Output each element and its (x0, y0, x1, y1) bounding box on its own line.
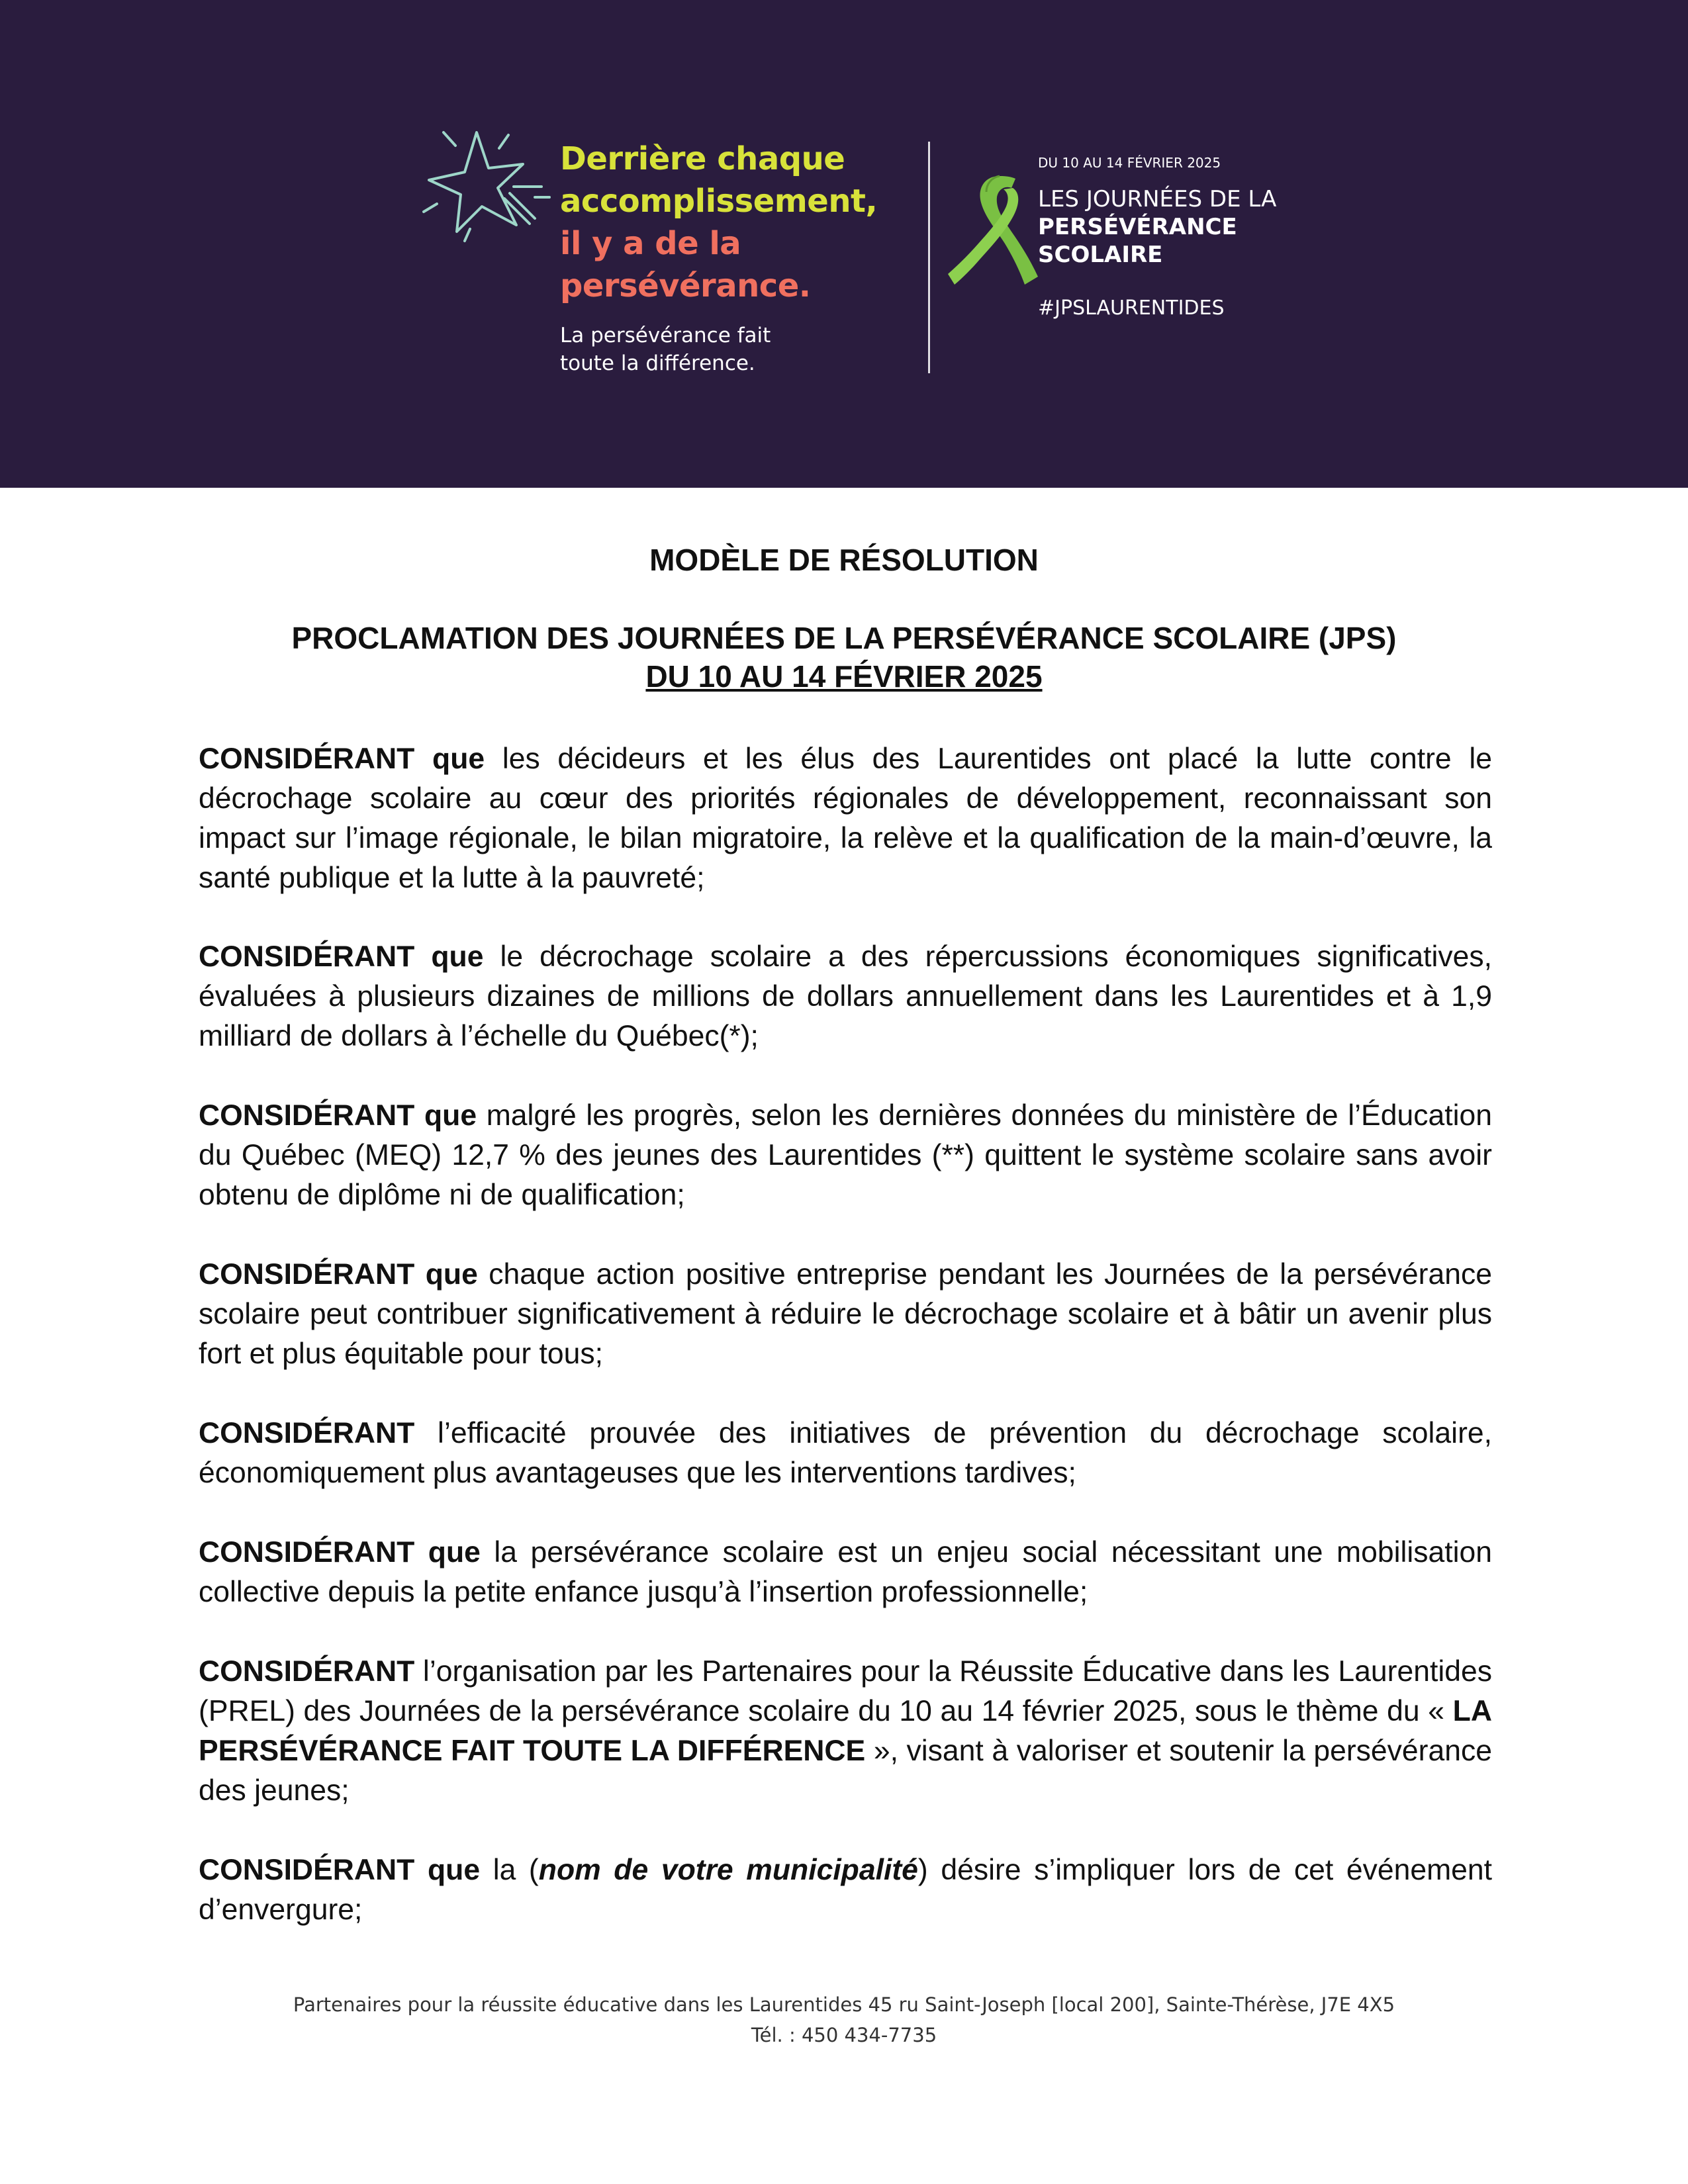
considerant-paragraph (199, 1652, 1492, 1811)
paragraph-text: malgré les progrès, selon les dernières données du ministère de l’Éducation du Québec (MEQ) 12,7 % des jeunes des Laurentides (**) quittent le système scolaire sans avoir obtenu de diplôme ni de qualification; (199, 1099, 1492, 1211)
considerant-paragraph (199, 1255, 1492, 1374)
considerant-lead: CONSIDÉRANT que (199, 743, 485, 775)
document-title: MODÈLE DE RÉSOLUTION (649, 543, 1039, 577)
ribbon-icon (948, 171, 1041, 290)
paragraph-text: la persévérance scolaire est un enjeu social nécessitant une mobilisation collective depuis la petite enfance jusqu’à l’insertion professionnelle; (199, 1536, 1492, 1608)
paragraph-text: chaque action positive entreprise pendant les Journées de la persévérance scolaire peut contribuer significativement à réduire le décrochage scolaire et à bâtir un avenir plus fort et plus équitable pour tous; (199, 1258, 1492, 1370)
paragraph-text: la ( (480, 1854, 539, 1886)
considerant-paragraph (199, 1533, 1492, 1612)
considerant-paragraph (199, 1850, 1492, 1930)
slogan-line: Derrière chaque (560, 140, 845, 177)
paragraph-text: », visant à valoriser et soutenir la persévérance des jeunes; (199, 1735, 1492, 1807)
considerant-lead: CONSIDÉRANT que (199, 1536, 481, 1569)
slogan-line: persévérance. (560, 267, 811, 304)
paragraph-text: le décrochage scolaire a des répercussions économiques significatives, évaluées à plusieurs dizaines de millions de dollars annuellement dans les Laurentides et à 1,9 milliard de dollars à l’échelle du Québec(*); (199, 940, 1492, 1052)
event-hashtag: #JPSLAURENTIDES (1038, 296, 1225, 320)
event-date: DU 10 AU 14 FÉVRIER 2025 (1038, 155, 1221, 171)
star-icon (417, 119, 563, 251)
header-banner (0, 0, 1688, 488)
considerant-lead: CONSIDÉRANT (199, 1655, 415, 1688)
considerant-lead: CONSIDÉRANT que (199, 1854, 481, 1886)
campaign-tagline (560, 322, 878, 377)
considerant-paragraph (199, 739, 1492, 898)
considerant-lead: CONSIDÉRANT que (199, 1258, 478, 1291)
footer-address: Partenaires pour la réussite éducative dans les Laurentides 45 ru Saint-Joseph [local 200], Sainte-Thérèse, J7E 4X5 (293, 1993, 1395, 2016)
considerant-lead: CONSIDÉRANT que (199, 1099, 477, 1132)
banner-divider (928, 142, 930, 373)
paragraph-text: l’efficacité prouvée des initiatives de prévention du décrochage scolaire, économiquement plus avantageuses que les interventions tardives; (199, 1417, 1492, 1489)
considerant-lead: CONSIDÉRANT que (199, 940, 484, 973)
event-title-line: SCOLAIRE (1038, 242, 1163, 268)
tagline-line: La persévérance fait (560, 324, 771, 347)
paragraph-text: les décideurs et les élus des Laurentides ont placé la lutte contre le décrochage scolaire au cœur des priorités régionales de développement, reconnaissant son impact sur l’image régionale, le bilan migratoire, la relève et la qualification de la main-d’œuvre, la santé publique et la lutte à la pauvreté; (199, 743, 1492, 894)
tagline-line: toute la différence. (560, 351, 755, 375)
proclamation-date: DU 10 AU 14 FÉVRIER 2025 (645, 659, 1043, 694)
campaign-slogan (560, 138, 931, 307)
campaign-theme: LA PERSÉVÉRANCE FAIT TOUTE LA DIFFÉRENCE (199, 1695, 1492, 1767)
paragraph-text: ) désire s’impliquer lors de cet événement d’envergure; (199, 1854, 1493, 1926)
paragraph-text: l’organisation par les Partenaires pour la Réussite Éducative dans les Laurentides (PREL) des Journées de la persévérance scolaire du 10 au 14 février 2025, sous le thème du « (199, 1655, 1492, 1727)
slogan-line: il y a de la (560, 225, 741, 262)
municipality-placeholder: nom de votre municipalité (538, 1854, 918, 1886)
considerant-lead: CONSIDÉRANT (199, 1417, 415, 1449)
considerant-paragraph (199, 937, 1492, 1056)
proclamation-title: PROCLAMATION DES JOURNÉES DE LA PERSÉVÉRANCE SCOLAIRE (JPS) (291, 621, 1397, 655)
event-title-line: LES JOURNÉES DE LA (1038, 186, 1277, 212)
considerant-paragraph (199, 1414, 1492, 1493)
considerant-paragraph (199, 1096, 1492, 1215)
event-title-line: PERSÉVÉRANCE (1038, 214, 1237, 240)
event-title (1038, 185, 1276, 269)
slogan-line: accomplissement, (560, 183, 878, 220)
footer-phone: Tél. : 450 434-7735 (751, 2024, 937, 2046)
